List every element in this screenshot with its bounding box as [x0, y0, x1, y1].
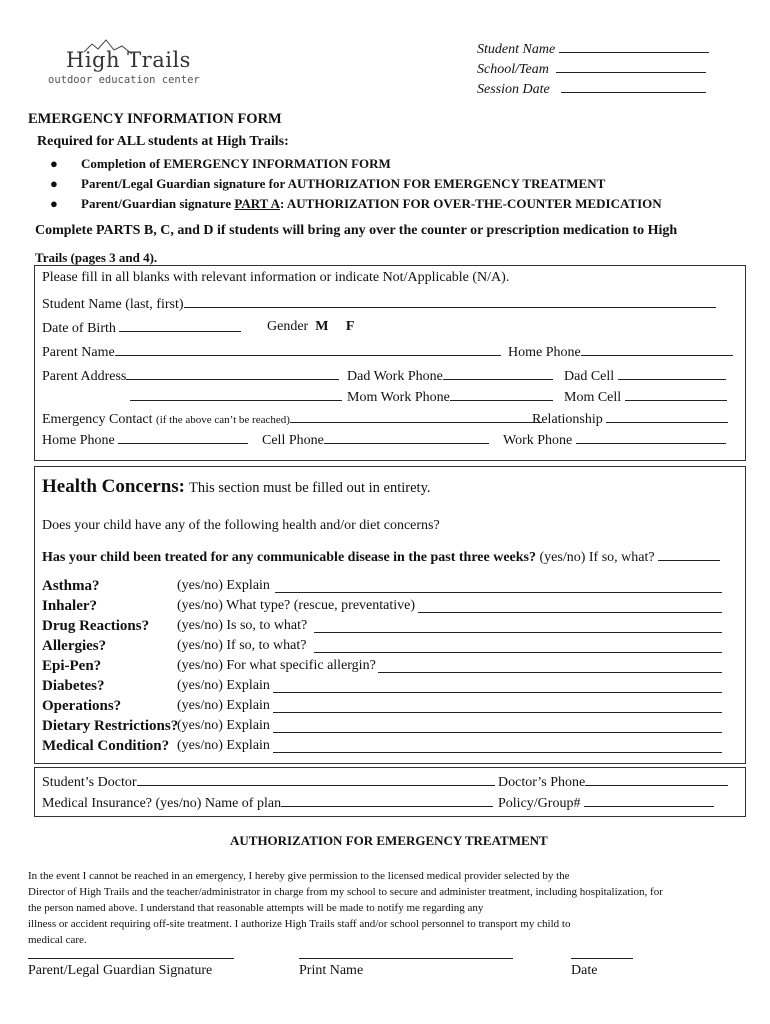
- health-item-row: Epi-Pen? (yes/no) For what specific allergin?: [42, 658, 732, 675]
- student-name-input[interactable]: [184, 295, 716, 308]
- health-title-row: [42, 476, 431, 498]
- date-label: Date: [571, 963, 598, 978]
- emergency-home-phone-input[interactable]: [118, 431, 248, 444]
- requirement-item: ● Parent/Legal Guardian signature for AUTHORIZATION FOR EMERGENCY TREATMENT: [50, 176, 606, 191]
- cell-phone-row: Cell Phone: [262, 431, 489, 449]
- dad-cell-input[interactable]: [618, 367, 726, 380]
- logo-name: High Trails: [66, 48, 191, 72]
- mom-cell-input[interactable]: [625, 388, 727, 401]
- parent-address-input-2[interactable]: [130, 388, 342, 401]
- emergency-phones-row: Home Phone: [42, 431, 248, 449]
- home-phone-input[interactable]: [581, 343, 733, 356]
- parent-name-row: Parent Name: [42, 343, 501, 361]
- requirement-item: ● Completion of EMERGENCY INFORMATION FORM: [50, 156, 391, 171]
- school-team-field[interactable]: [556, 60, 706, 73]
- inhaler-input[interactable]: [418, 612, 722, 613]
- health-item-row: Asthma? (yes/no) Explain: [42, 578, 732, 595]
- authorization-title: AUTHORIZATION FOR EMERGENCY TREATMENT: [230, 833, 548, 848]
- policy-input[interactable]: [584, 794, 714, 807]
- health-item-row: Dietary Restrictions? (yes/no) Explain: [42, 718, 732, 735]
- communicable-row: Has your child been treated for any communicable disease in the past three weeks? (yes/no) If so, what?: [42, 548, 720, 566]
- requirements-list: [50, 154, 662, 214]
- relationship-input[interactable]: [606, 410, 728, 423]
- health-item-row: Medical Condition? (yes/no) Explain: [42, 738, 732, 755]
- doctor-row: Student’s Doctor: [42, 773, 495, 791]
- dad-work-phone-row: Dad Work Phone: [347, 367, 553, 385]
- address-line2-row: [130, 388, 342, 406]
- required-heading: Required for ALL students at High Trails:: [37, 134, 289, 149]
- dad-cell-row: Dad Cell: [564, 367, 726, 385]
- health-question: Does your child have any of the following health and/or diet concerns?: [42, 518, 440, 533]
- work-phone-row: Work Phone: [503, 431, 726, 449]
- header-session-date: Session Date: [477, 80, 709, 100]
- date-line[interactable]: [571, 958, 633, 959]
- parent-address-row: Parent Address: [42, 367, 339, 385]
- health-item-row: Allergies? (yes/no) If so, to what?: [42, 638, 732, 655]
- requirement-item: ● Parent/Guardian signature PART A: AUTHORIZATION FOR OVER-THE-COUNTER MEDICATION: [50, 196, 662, 211]
- student-name-row: Student Name (last, first): [42, 295, 716, 313]
- student-name-field[interactable]: [559, 40, 709, 53]
- insurance-plan-input[interactable]: [281, 794, 493, 807]
- health-item-row: Operations? (yes/no) Explain: [42, 698, 732, 715]
- dob-row: Date of Birth: [42, 319, 241, 337]
- asthma-input[interactable]: [275, 592, 722, 593]
- dad-work-phone-input[interactable]: [443, 367, 553, 380]
- cell-phone-input[interactable]: [324, 431, 489, 444]
- allergies-input[interactable]: [314, 652, 722, 653]
- communicable-input[interactable]: [658, 548, 720, 561]
- info-instruction: Please fill in all blanks with relevant information or indicate Not/Applicable (N/A).: [42, 270, 510, 285]
- print-name-line[interactable]: [299, 958, 513, 959]
- health-item-row: Drug Reactions? (yes/no) Is so, to what?: [42, 618, 732, 635]
- session-date-field[interactable]: [561, 80, 706, 93]
- logo-tagline: outdoor education center: [48, 74, 200, 86]
- signature-label: Parent/Legal Guardian Signature: [28, 963, 213, 978]
- header-school-team: School/Team: [477, 60, 709, 80]
- parent-name-input[interactable]: [115, 343, 501, 356]
- parent-address-input[interactable]: [126, 367, 339, 380]
- health-item-row: Diabetes? (yes/no) Explain: [42, 678, 732, 695]
- mom-work-phone-row: Mom Work Phone: [347, 388, 553, 406]
- header-student-name: Student Name: [477, 40, 709, 60]
- emergency-contact-input[interactable]: [290, 410, 542, 423]
- doctor-phone-input[interactable]: [585, 773, 728, 786]
- logo: [44, 38, 204, 90]
- insurance-row: Medical Insurance? (yes/no) Name of plan: [42, 794, 493, 812]
- authorization-text: In the event I cannot be reached in an emergency, I hereby give permission to the licensed medical provider selected by the Director of High Trails and the teacher/administrator in charge from my school to secure and administer treatment, including hospitalization, for the person named above. I understand that reasonable attempts will be made to notify me regarding any illness or accident requiring off-site treatment. I authorize High Trails staff and/or school personnel to transport my child to medical care.: [28, 870, 663, 946]
- gender-m-option[interactable]: M: [315, 319, 329, 334]
- form-title: EMERGENCY INFORMATION FORM: [28, 111, 282, 127]
- dietary-restrictions-input[interactable]: [273, 732, 722, 733]
- gender-row: Gender M F: [267, 319, 355, 334]
- operations-input[interactable]: [273, 712, 722, 713]
- medical-condition-input[interactable]: [273, 752, 722, 753]
- health-title: Health Concerns:: [42, 476, 186, 497]
- epi-pen-input[interactable]: [378, 672, 722, 673]
- doctor-input[interactable]: [137, 773, 495, 786]
- drug-reactions-input[interactable]: [314, 632, 722, 633]
- print-name-label: Print Name: [299, 963, 364, 978]
- policy-row: Policy/Group#: [498, 794, 714, 812]
- work-phone-input[interactable]: [576, 431, 726, 444]
- health-item-row: Inhaler? (yes/no) What type? (rescue, preventative): [42, 598, 732, 615]
- health-subtitle: This section must be filled out in entirety.: [189, 480, 431, 496]
- mom-cell-row: Mom Cell: [564, 388, 727, 406]
- relationship-row: Relationship: [532, 410, 728, 428]
- signature-line[interactable]: [28, 958, 234, 959]
- parts-note: Complete PARTS B, C, and D if students will bring any over the counter or prescription medication to High: [35, 223, 678, 238]
- mom-work-phone-input[interactable]: [450, 388, 553, 401]
- diabetes-input[interactable]: [273, 692, 722, 693]
- doctor-phone-row: Doctor’s Phone: [498, 773, 728, 791]
- gender-f-option[interactable]: F: [345, 319, 355, 334]
- parts-note-cont: Trails (pages 3 and 4).: [35, 250, 158, 265]
- header-fields: [477, 40, 709, 100]
- dob-input[interactable]: [119, 319, 241, 332]
- emergency-contact-row: Emergency Contact (if the above can’t be reached): [42, 410, 542, 428]
- home-phone-row: Home Phone: [508, 343, 733, 361]
